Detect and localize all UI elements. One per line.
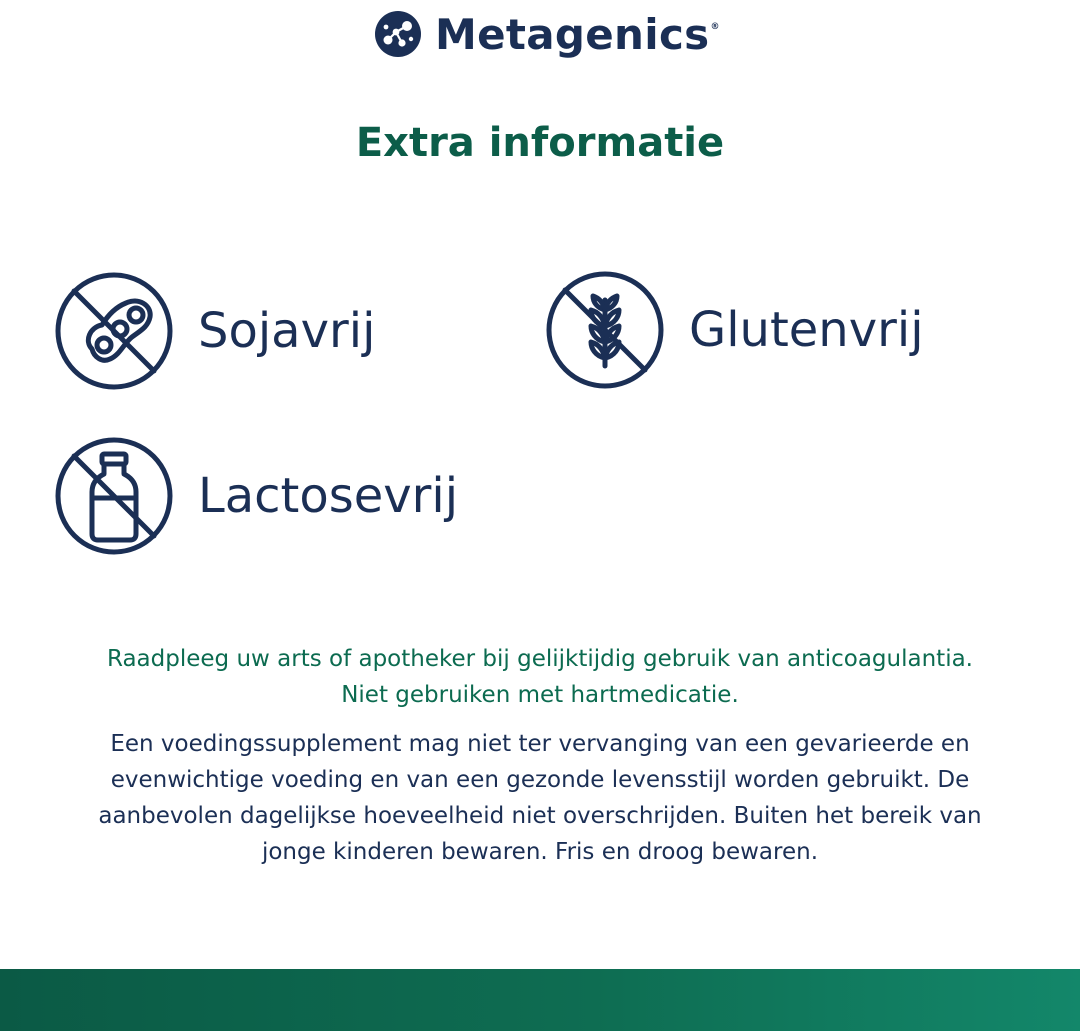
- feature-gluten-free: [545, 270, 924, 390]
- feature-label: Glutenvrij: [689, 302, 924, 358]
- brand-logo: [374, 8, 720, 60]
- disclaimer-line: jonge kinderen bewaren. Fris en droog bewaren.: [261, 839, 819, 865]
- footer-band: [0, 969, 1080, 1031]
- brand-name: Metagenics®: [435, 9, 720, 59]
- gluten-free-icon: [545, 270, 665, 390]
- disclaimer-line: Een voedingssupplement mag niet ter vervanging van een gevarieerde en: [110, 731, 970, 757]
- supplement-disclaimer: [0, 726, 1080, 870]
- soy-free-icon: [54, 271, 174, 391]
- feature-lactose-free: [54, 436, 458, 556]
- feature-soy-free: [54, 271, 375, 391]
- warning-line: Niet gebruiken met hartmedicatie.: [341, 682, 739, 708]
- metagenics-logo-icon: [374, 10, 422, 58]
- lactose-free-icon: [54, 436, 174, 556]
- page-title: Extra informatie: [355, 120, 725, 166]
- disclaimer-line: evenwichtige voeding en van een gezonde levensstijl worden gebruikt. De: [110, 767, 970, 793]
- usage-warning: [0, 641, 1080, 713]
- disclaimer-line: aanbevolen dagelijkse hoeveelheid niet overschrijden. Buiten het bereik van: [98, 803, 982, 829]
- feature-label: Sojavrij: [198, 303, 376, 359]
- warning-line: Raadpleeg uw arts of apotheker bij gelijktijdig gebruik van anticoagulantia.: [106, 646, 973, 672]
- feature-label: Lactosevrij: [198, 468, 459, 524]
